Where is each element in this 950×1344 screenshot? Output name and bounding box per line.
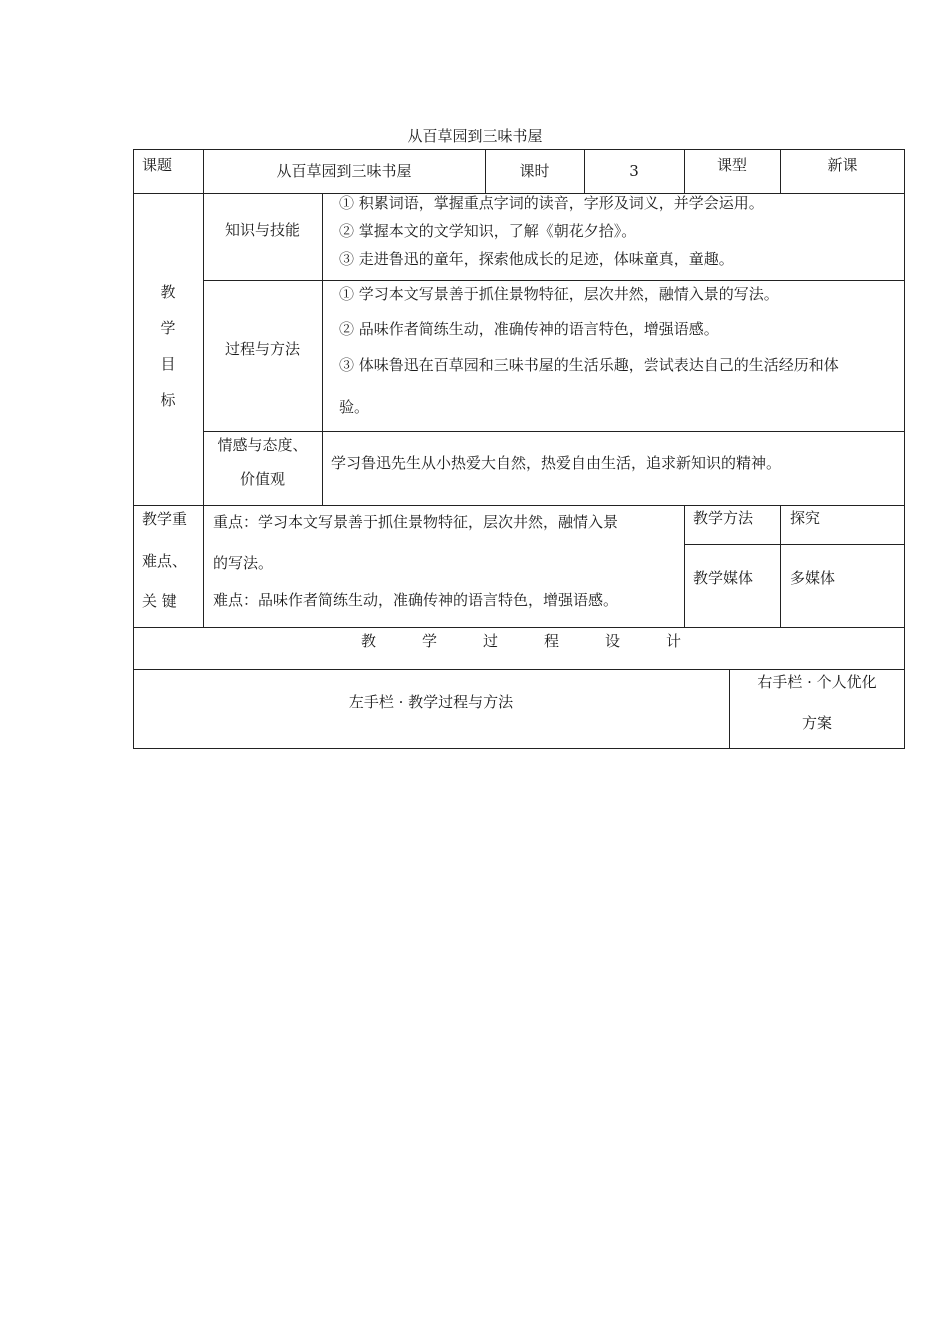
row-divider	[203, 280, 905, 281]
row-divider	[203, 431, 905, 432]
key-points-label: 关 键	[142, 592, 177, 610]
design-title	[338, 634, 708, 649]
page-title: 从百草园到三味书屋	[407, 127, 543, 145]
knowledge-item: ① 积累词语，掌握重点字词的读音，字形及词义，并学会运用。	[339, 194, 764, 212]
right-column-header: 右手栏 · 个人优化	[757, 673, 877, 691]
col-divider	[780, 505, 781, 627]
emotion-label: 价值观	[239, 470, 285, 488]
knowledge-label: 知识与技能	[224, 221, 300, 239]
col-divider	[203, 149, 204, 627]
row-divider	[133, 669, 905, 670]
design-title-char: 教	[360, 632, 376, 650]
method-value: 探究	[790, 509, 821, 527]
subject-value: 从百草园到三味书屋	[276, 162, 412, 180]
right-column-header: 方案	[801, 714, 832, 732]
goals-label-char: 目	[160, 355, 176, 373]
goals-label-char: 教	[160, 283, 176, 301]
knowledge-item: ② 掌握本文的文学知识，了解《朝花夕拾》。	[339, 222, 637, 240]
method-label: 教学方法	[693, 509, 754, 527]
goals-label-char: 标	[160, 391, 176, 409]
goals-label	[133, 274, 203, 418]
row-divider	[684, 544, 905, 545]
subject-label: 课题	[142, 156, 173, 174]
design-title-char: 学	[421, 632, 437, 650]
process-item: ① 学习本文写景善于抓住景物特征，层次井然，融情入景的写法。	[339, 285, 779, 303]
design-title-char: 程	[543, 632, 559, 650]
row-divider	[133, 627, 905, 628]
media-value: 多媒体	[790, 569, 836, 587]
emotion-label: 情感与态度、	[217, 436, 308, 454]
process-item: ③ 体味鲁迅在百草园和三味书屋的生活乐趣，尝试表达自己的生活经历和体	[339, 356, 839, 374]
design-title-char: 设	[604, 632, 620, 650]
goals-label-char: 学	[160, 319, 176, 337]
design-title-char: 过	[482, 632, 498, 650]
process-label: 过程与方法	[224, 340, 300, 358]
design-title-char: 计	[665, 632, 681, 650]
media-label: 教学媒体	[693, 569, 754, 587]
process-item: 验。	[339, 398, 370, 416]
key-points-label: 难点、	[142, 552, 188, 570]
type-value: 新课	[827, 156, 858, 174]
process-item: ② 品味作者简练生动，准确传神的语言特色，增强语感。	[339, 320, 719, 338]
period-value: 3	[629, 162, 639, 180]
col-divider	[684, 505, 685, 627]
period-label: 课时	[519, 162, 550, 180]
row-divider	[133, 505, 905, 506]
knowledge-item: ③ 走进鲁迅的童年，探索他成长的足迹，体味童真，童趣。	[339, 250, 734, 268]
col-divider	[322, 193, 323, 505]
key-points-label: 教学重	[142, 510, 188, 528]
key-points-text: 难点：品味作者简练生动，准确传神的语言特色，增强语感。	[213, 591, 619, 609]
left-column-header: 左手栏 · 教学过程与方法	[348, 693, 514, 711]
type-label: 课型	[716, 156, 747, 174]
key-points-text: 重点：学习本文写景善于抓住景物特征，层次井然，融情入景	[213, 513, 619, 531]
emotion-text: 学习鲁迅先生从小热爱大自然，热爱自由生活，追求新知识的精神。	[331, 454, 782, 472]
key-points-text: 的写法。	[213, 554, 274, 572]
